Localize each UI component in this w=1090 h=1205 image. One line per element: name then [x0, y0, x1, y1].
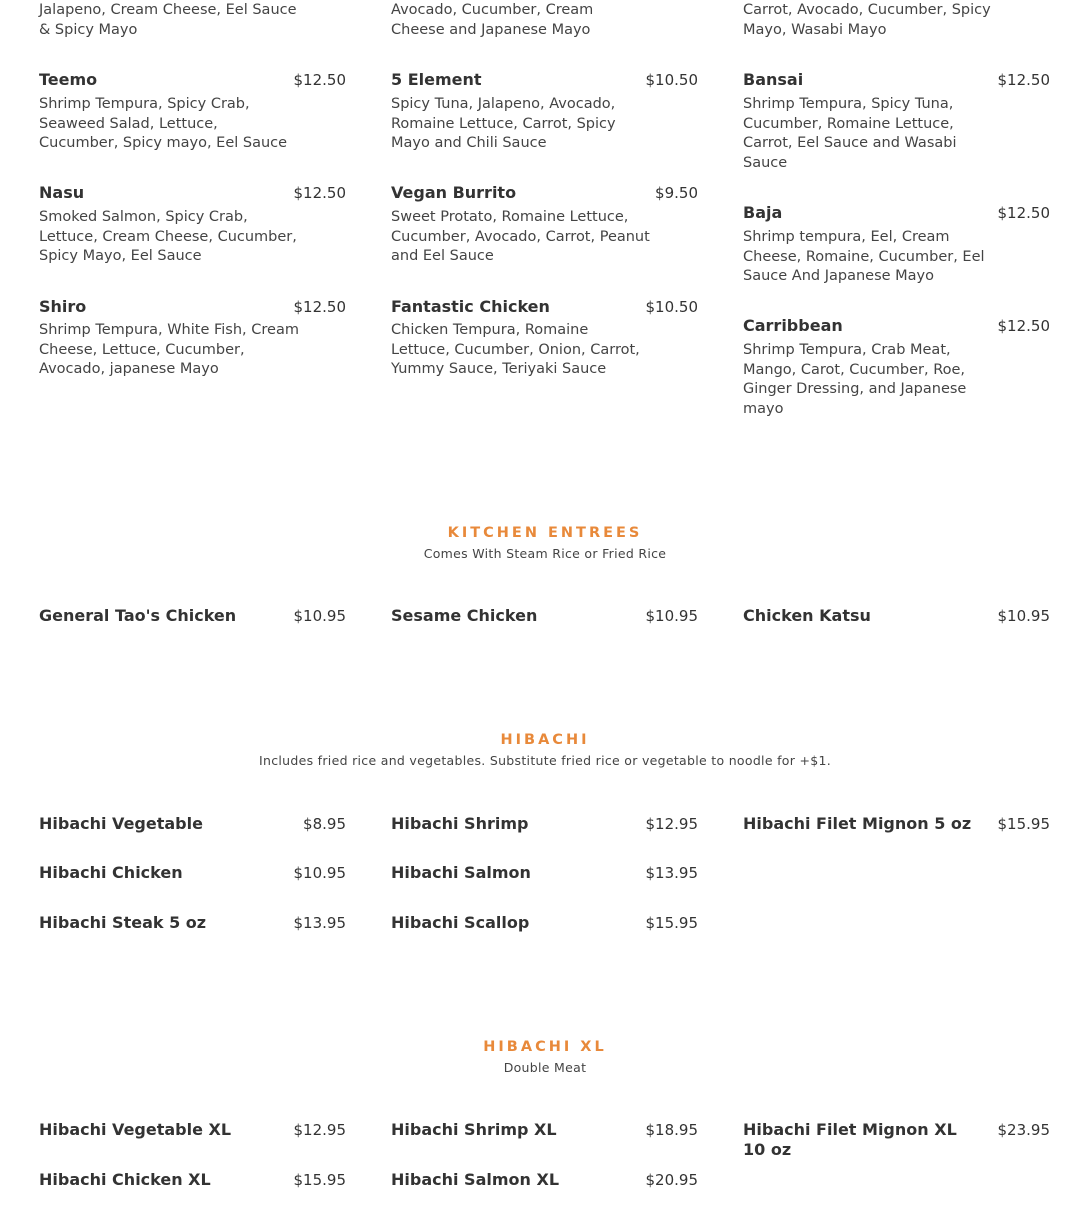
- menu-item-name: Baja: [743, 203, 783, 222]
- menu-item-description: Carrot, Avocado, Cucumber, Spicy Mayo, Wasabi Mayo: [743, 2, 991, 38]
- menu-item-name: Hibachi Scallop: [391, 913, 530, 932]
- menu-item-name: 5 Element: [391, 70, 482, 89]
- menu-item-price: $8.95: [303, 815, 346, 833]
- menu-item-price: $13.95: [293, 914, 346, 932]
- menu-item-name: Hibachi Vegetable: [39, 814, 203, 833]
- menu-item-price: $12.50: [997, 71, 1050, 89]
- menu-item-price: $12.50: [293, 184, 346, 202]
- menu-item-name: Teemo: [39, 70, 98, 89]
- menu-item-name: Hibachi Chicken: [39, 863, 183, 882]
- menu-item-name: General Tao's Chicken: [39, 606, 237, 625]
- menu-item-description: Jalapeno, Cream Cheese, Eel Sauce & Spicy Mayo: [39, 2, 297, 38]
- menu-item-price: $12.50: [997, 317, 1050, 335]
- menu-item-price: $10.95: [997, 607, 1050, 625]
- section-title: HIBACHI XL: [483, 1039, 607, 1055]
- menu-item-price: $20.95: [645, 1171, 698, 1189]
- menu-item-name: Hibachi Vegetable XL: [39, 1120, 232, 1139]
- menu-item-description: Shrimp Tempura, Crab Meat, Mango, Carot, Cucumber, Roe, Ginger Dressing, and Japanese mayo: [743, 342, 967, 417]
- section-subtitle: Includes fried rice and vegetables. Substitute fried rice or vegetable to noodle for +$1.: [258, 753, 832, 768]
- menu-item-price: $10.95: [293, 607, 346, 625]
- menu-item-price: $12.50: [293, 71, 346, 89]
- menu-item-price: $10.95: [645, 607, 698, 625]
- menu-item-name: Hibachi Chicken XL: [39, 1170, 211, 1189]
- section-subtitle: Comes With Steam Rice or Fried Rice: [423, 546, 667, 561]
- menu-item-name: Fantastic Chicken: [391, 297, 550, 316]
- menu-item-name: Nasu: [39, 183, 85, 202]
- menu-item-name: Hibachi Salmon: [391, 863, 531, 882]
- menu-item-name: Shiro: [39, 297, 87, 316]
- menu-item-description: Sweet Protato, Romaine Lettuce, Cucumber, Avocado, Carrot, Peanut and Eel Sauce: [391, 209, 650, 264]
- menu-item-name: Vegan Burrito: [391, 183, 517, 202]
- menu-item-name: Bansai: [743, 70, 804, 89]
- menu-item-price: $18.95: [645, 1121, 698, 1139]
- menu-item-name: Hibachi Shrimp XL: [391, 1120, 557, 1139]
- section-title: HIBACHI: [500, 732, 590, 748]
- menu-item-description: Shrimp tempura, Eel, Cream Cheese, Romaine, Cucumber, Eel Sauce And Japanese Mayo: [743, 229, 985, 284]
- menu-item-price: $23.95: [997, 1121, 1050, 1139]
- menu-item-price: $15.95: [293, 1171, 346, 1189]
- menu-item-price: $12.95: [293, 1121, 346, 1139]
- menu-item-price: $10.50: [645, 71, 698, 89]
- menu-item-price: $13.95: [645, 864, 698, 882]
- menu-item-price: $9.50: [655, 184, 698, 202]
- section-title: KITCHEN ENTREES: [447, 525, 643, 541]
- menu-item-name: Hibachi Filet Mignon 5 oz: [743, 814, 972, 833]
- menu-item-price: $15.95: [645, 914, 698, 932]
- menu-item-name: Hibachi Salmon XL: [391, 1170, 560, 1189]
- menu-item-description: Chicken Tempura, Romaine Lettuce, Cucumber, Onion, Carrot, Yummy Sauce, Teriyaki Sauce: [391, 322, 640, 377]
- menu-item-description: Smoked Salmon, Spicy Crab, Lettuce, Cream Cheese, Cucumber, Spicy Mayo, Eel Sauce: [39, 209, 297, 264]
- menu-item-price: $12.50: [997, 204, 1050, 222]
- menu-item-name: Sesame Chicken: [391, 606, 538, 625]
- menu-item-price: $12.50: [293, 298, 346, 316]
- menu-item-price: $10.50: [645, 298, 698, 316]
- menu-item-price: $12.95: [645, 815, 698, 833]
- menu-item-name: Carribbean: [743, 316, 843, 335]
- menu-item-name: Hibachi Steak 5 oz: [39, 913, 207, 932]
- menu-item-price: $10.95: [293, 864, 346, 882]
- menu-item-price: $15.95: [997, 815, 1050, 833]
- menu-item-description: Shrimp Tempura, Spicy Crab, Seaweed Salad, Lettuce, Cucumber, Spicy mayo, Eel Sauce: [39, 96, 288, 151]
- menu-item-name: Chicken Katsu: [743, 606, 871, 625]
- menu-item-name: Hibachi Shrimp: [391, 814, 529, 833]
- menu-item-description: Shrimp Tempura, Spicy Tuna, Cucumber, Romaine Lettuce, Carrot, Eel Sauce and Wasabi Sauce: [743, 96, 957, 171]
- menu-item-name: Hibachi Filet Mignon XL 10 oz: [743, 1120, 957, 1159]
- menu-item-description: Avocado, Cucumber, Cream Cheese and Japanese Mayo: [391, 2, 594, 38]
- section-subtitle: Double Meat: [503, 1060, 587, 1075]
- menu-item-description: Shrimp Tempura, White Fish, Cream Cheese, Lettuce, Cucumber, Avocado, japanese Mayo: [39, 322, 299, 377]
- menu-item-description: Spicy Tuna, Jalapeno, Avocado, Romaine Lettuce, Carrot, Spicy Mayo and Chili Sauce: [391, 96, 616, 151]
